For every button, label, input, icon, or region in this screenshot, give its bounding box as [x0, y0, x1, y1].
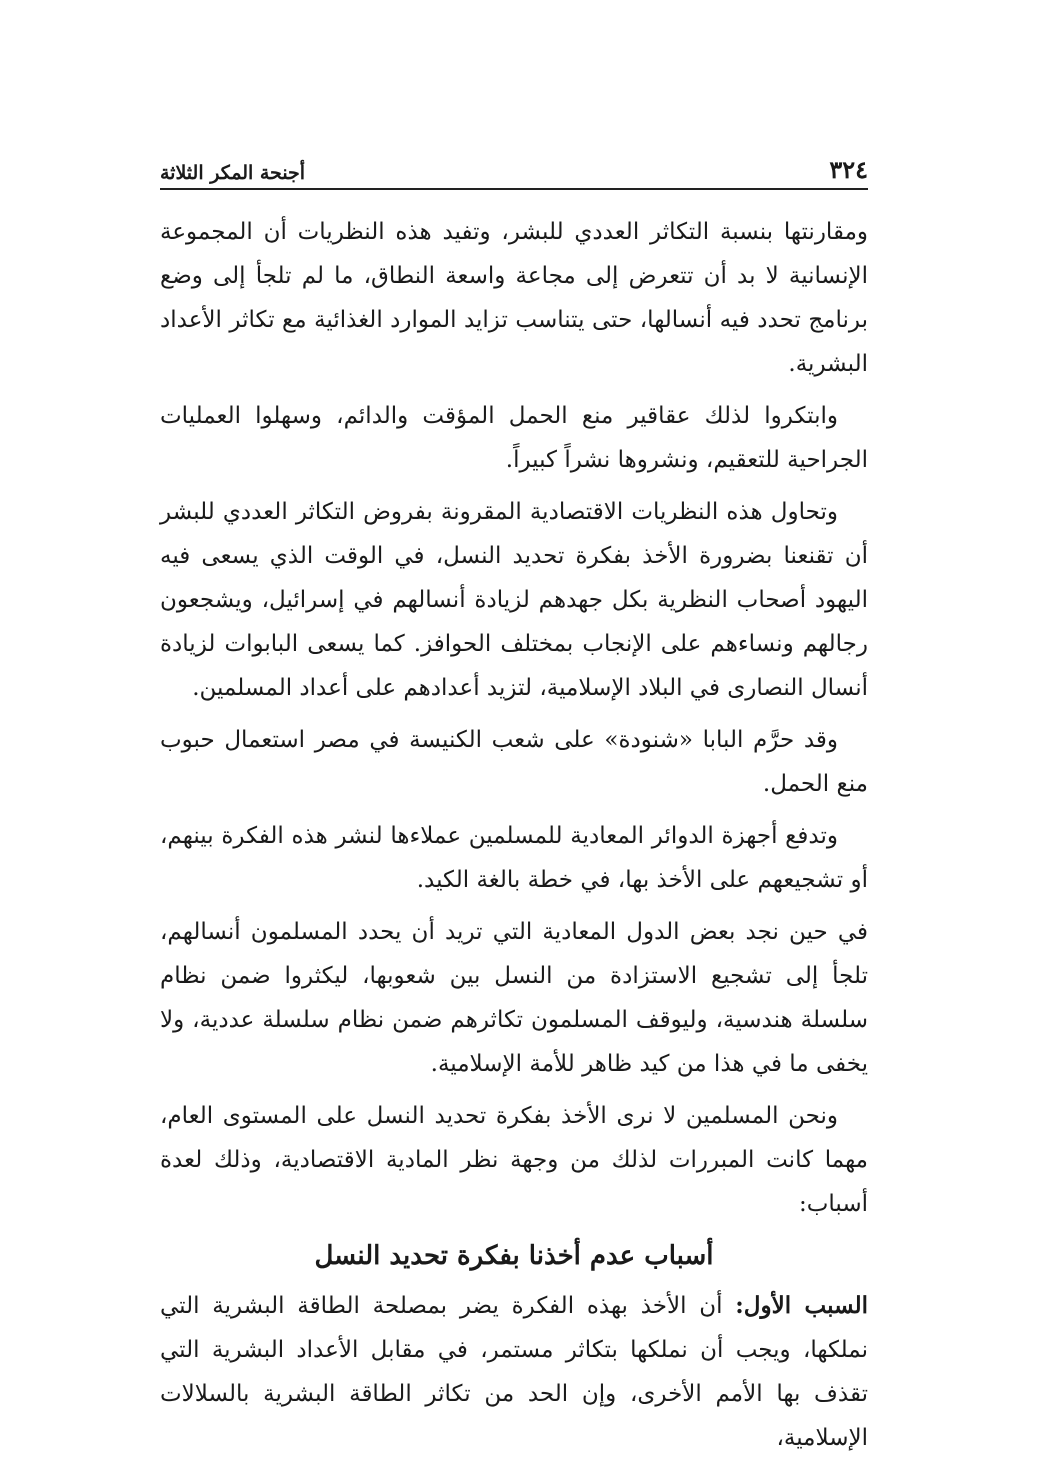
paragraph: في حين نجد بعض الدول المعادية التي تريد أن يحدد المسلمون أنسالهم، تلجأ إلى تشجيع الاستزادة من النسل بين شعوبها، ليكثروا ضمن نظام سلسلة هندسية، وليوقف المسلمون تكاثرهم ضمن نظام سلسلة عددية، ولا يخفى ما في هذا من كيد ظاهر للأمة الإسلامية.	[160, 919, 868, 1077]
reason-paragraph	[160, 1284, 868, 1460]
body-text	[160, 210, 868, 1460]
running-title: أجنحة المكر الثلاثة	[160, 162, 306, 184]
paragraph: وقد حرَّم البابا «شنودة» على شعب الكنيسة في مصر استعمال حبوب منع الحمل.	[160, 727, 868, 797]
page-header	[160, 150, 868, 190]
paragraph: وتحاول هذه النظريات الاقتصادية المقرونة بفروض التكاثر العددي للبشر أن تقنعنا بضرورة الأخذ بفكرة تحديد النسل، في الوقت الذي يسعى فيه اليهود أصحاب النظرية بكل جهدهم لزيادة أنسالهم في إسرائيل، ويشجعون رجالهم ونساءهم على الإنجاب بمختلف الحوافز. كما يسعى البابوات لزيادة أنسال النصارى في البلاد الإسلامية، لتزيد أعدادهم على أعداد المسلمين.	[160, 499, 868, 701]
paragraph: وتدفع أجهزة الدوائر المعادية للمسلمين عملاءها لنشر هذه الفكرة بينهم، أو تشجيعهم على الأخذ بها، في خطة بالغة الكيد.	[160, 823, 868, 893]
page-number: ٣٢٤	[829, 155, 868, 184]
paragraph: ومقارنتها بنسبة التكاثر العددي للبشر، وتفيد هذه النظريات أن المجموعة الإنسانية لا بد أن تتعرض إلى مجاعة واسعة النطاق، ما لم تلجأ إلى وضع برنامج تحدد فيه أنسالها، حتى يتناسب تزايد الموارد الغذائية مع تكاثر الأعداد البشرية.	[160, 219, 868, 377]
section-heading: أسباب عدم أخذنا بفكرة تحديد النسل	[314, 1241, 714, 1271]
paragraph: وابتكروا لذلك عقاقير منع الحمل المؤقت والدائم، وسهلوا العمليات الجراحية للتعقيم، ونشروها نشراً كبيراً.	[160, 403, 868, 473]
reason-lead: السبب الأول:	[735, 1292, 868, 1319]
book-page	[160, 150, 868, 1468]
paragraph: ونحن المسلمين لا نرى الأخذ بفكرة تحديد النسل على المستوى العام، مهما كانت المبررات لذلك من وجهة نظر المادية الاقتصادية، وذلك لعدة أسباب:	[160, 1103, 868, 1217]
reason-text: أن الأخذ بهذه الفكرة يضر بمصلحة الطاقة البشرية التي نملكها، ويجب أن نملكها بتكاثر مستمر، في مقابل الأعداد البشرية التي تقذف بها الأمم الأخرى، وإن الحد من تكاثر الطاقة البشرية بالسلالات الإسلامية،	[160, 1293, 868, 1451]
